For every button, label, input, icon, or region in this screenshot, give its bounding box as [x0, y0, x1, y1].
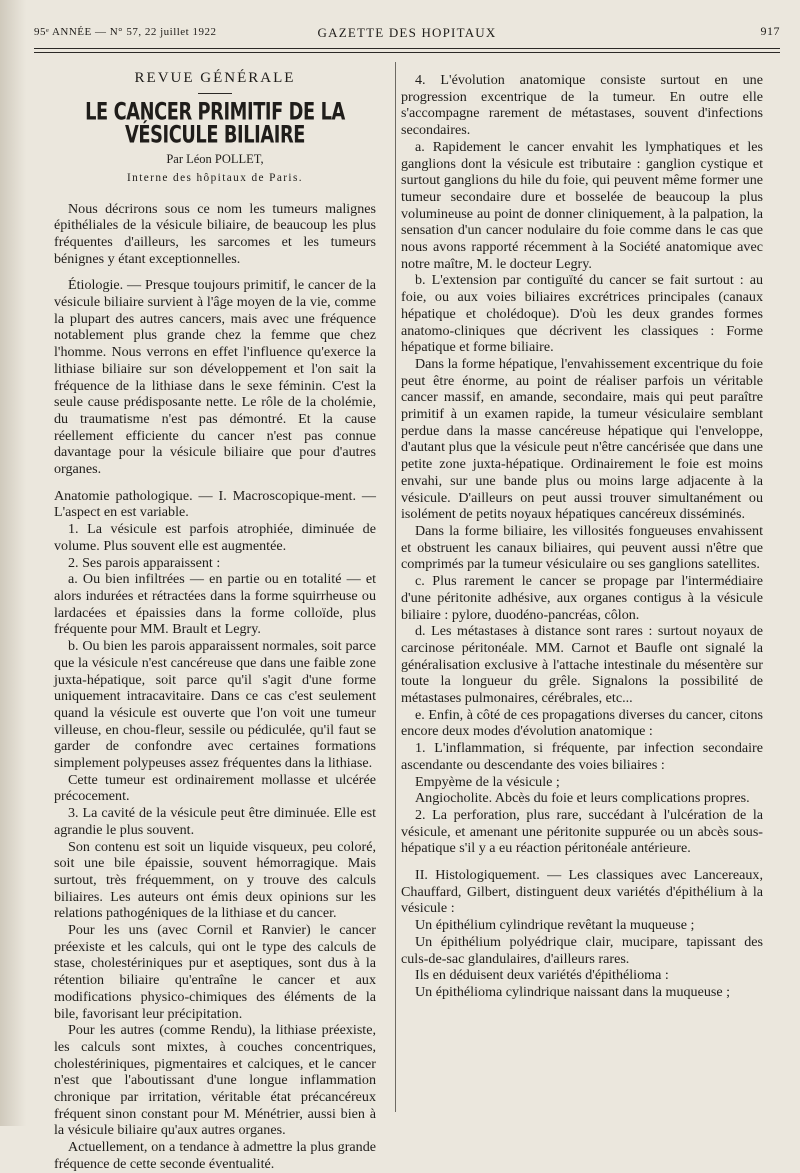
paragraph: a. Ou bien infiltrées — en partie ou en totalité — et alors indurées et rétractées dans la forme squirrheuse ou lardacées et épaissies dans la forme colloïde, plus fréquente pour MM. Brault et Legry.	[54, 571, 376, 638]
paragraph: c. Plus rarement le cancer se propage par l'intermédiaire d'une péritonite adhésive, aux organes contigus à la vésicule biliaire : pylore, duodéno-pancréas, côlon.	[401, 573, 763, 623]
paragraph: Dans la forme hépatique, l'envahissement excentrique du foie peut être énorme, au point de réaliser parfois un véritable cancer massif, en amande, secondaire, mais qui peut paraître primitif à un examen rapide, la tumeur vésiculaire semblant perdue dans la masse cancéreuse hépatique qui l'enveloppe, d'autant plus que la vésicule peut n'être cancérisée que dans une petite zone juxta-hépatique. Ordinairement le foie est moins envahi, sur une bande plus ou moins large adjacente à la vésicule. D'ailleurs on peut aussi trouver simultanément ou isolément de petits noyaux hépatiques cancéreux disséminés.	[401, 355, 763, 523]
left-column	[54, 66, 376, 1173]
paragraph: Cette tumeur est ordinairement mollasse et ulcérée précocement.	[54, 771, 376, 805]
author-name: Par Léon POLLET,	[166, 152, 264, 167]
paragraph: 3. La cavité de la vésicule peut être diminuée. Elle est agrandie le plus souvent.	[54, 805, 376, 838]
paragraph: b. Ou bien les parois apparaissent normales, soit parce que la vésicule n'est cancéreuse que dans une faible zone juxta-hépatique, soit parce qu'il s'agit d'une forme uniquement intracavitaire. Dans ce cas c'est seulement quand la vésicule est ouverte que l'on voit une tumeur villeuse, en chou-fleur, sessile ou pédiculée, qu'il faut se garder de confondre avec certaines formations simplement polypeuses assez fréquentes dans la lithiase.	[54, 638, 376, 772]
paragraph-etiologie: Étiologie. — Presque toujours primitif, le cancer de la vésicule biliaire survient à l'âge moyen de la vie, comme la plupart des autres cancers, mais avec une fréquence notablement plus grande chez la femme que chez l'homme. Nous verrons en effet l'influence qu'exerce la lithiase biliaire sur son développement et l'on sait la fréquence de la lithiase dans le sexe féminin. C'est la seule cause prédisposante nette. Le rôle de la cholémie, du traumatisme n'est pas démontré. Et la cause réellement efficiente du cancer n'est pas connue davantage pour la vésicule biliaire que pour d'autres organes.	[54, 277, 376, 478]
paragraph: e. Enfin, à côté de ces propagations diverses du cancer, citons encore deux modes d'évolution anatomique :	[401, 706, 763, 740]
paragraph-histologie: II. Histologiquement. — Les classiques avec Lancereaux, Chauffard, Gilbert, distinguent deux variétés d'épithélium à la vésicule :	[401, 867, 763, 917]
header-rule-thin	[34, 52, 780, 53]
paragraph: Son contenu est soit un liquide visqueux, peu coloré, soit une bile épaissie, souvent hémorragique. Mais surtout, très fréquemment, on y trouve des calculs biliaires. Les auteurs ont émis deux opinions sur les relations pathogéniques de la lithiase et du cancer.	[54, 838, 376, 922]
issue-info: 95ᵉ ANNÉE — N° 57, 22 juillet 1922	[34, 26, 217, 38]
rubric-rule	[198, 93, 232, 94]
page-binding-shadow	[0, 0, 26, 1126]
paragraph: Ils en déduisent deux variétés d'épithélioma :	[415, 967, 669, 984]
article-title: LE CANCER PRIMITIF DE LA VÉSICULE BILIAIRE	[85, 97, 345, 149]
paragraph: 2. La perforation, plus rare, succédant à l'ulcération de la vésicule, et amenant une péritonite suppurée ou un abcès sous-hépatique s'il y a eu réaction péritonéale antérieure.	[401, 806, 763, 857]
page-number: 917	[760, 24, 780, 38]
paragraph: b. L'extension par contiguïté du cancer se fait surtout : au foie, ou aux voies biliaires excrétrices principales (canaux hépatique et cholédoque). D'où les deux grandes formes anatomo-cliniques que décrivent les classiques : Forme hépatique et forme biliaire.	[401, 272, 763, 356]
paragraph: 1. L'inflammation, si fréquente, par infection secondaire ascendante ou descendante des voies biliaires :	[401, 740, 763, 773]
page-header	[34, 22, 780, 44]
section-heading-anatomie: Anatomie pathologique. — I. Macroscopique-ment. — L'aspect en est variable.	[54, 487, 376, 521]
paragraph: Un épithélium polyédrique clair, mucipare, tapissant des culs-de-sac glandulaires, d'ailleurs rares.	[401, 933, 763, 967]
paragraph: Un épithélium cylindrique revêtant la muqueuse ;	[415, 917, 695, 934]
paragraph: Un épithélioma cylindrique naissant dans la muqueuse ;	[415, 983, 731, 1000]
column-divider	[395, 62, 396, 1112]
paragraph: Empyème de la vésicule ;	[415, 773, 560, 790]
right-column	[401, 72, 763, 1001]
paragraph: 1. La vésicule est parfois atrophiée, diminuée de volume. Plus souvent elle est augmentée.	[54, 521, 376, 554]
paragraph: Dans la forme biliaire, les villosités fongueuses envahissent et obstruent les canaux biliaires, qui peuvent aussi n'être que comprimés par la tumeur vésiculaire ou ses ganglions satellites.	[401, 522, 763, 573]
paragraph: Pour les uns (avec Cornil et Ranvier) le cancer préexiste et les calculs, qui ont le type des calculs de stase, cholestériniques pur et aseptiques, sont dus à la rétention biliaire qu'entraîne le cancer et aux modifications physico-chimiques des éléments de la bile, favorisant leur précipitation.	[54, 922, 376, 1022]
journal-name: GAZETTE DES HOPITAUX	[317, 25, 497, 40]
author-position: Interne des hôpitaux de Paris.	[127, 171, 303, 184]
paragraph: Actuellement, on a tendance à admettre la plus grande fréquence de cette seconde éventualité.	[54, 1139, 376, 1172]
article-rubric: REVUE GÉNÉRALE	[134, 70, 296, 86]
paragraph: 4. L'évolution anatomique consiste surtout en une progression excentrique de la tumeur. En outre elle s'accompagne rarement de métastases, souvent d'infections secondaires.	[401, 72, 763, 139]
paragraph: d. Les métastases à distance sont rares : surtout noyaux de carcinose péritonéale. MM. Carnot et Baufle ont signalé la généralisation exclusive à l'attache intestinale du mésentère sur toute la longueur du grêle. Signalons la possibilité de métastases pulmonaires, cérébrales, etc...	[401, 623, 763, 707]
paragraph: 2. Ses parois apparaissent :	[68, 554, 221, 571]
paragraph: Pour les autres (comme Rendu), la lithiase préexiste, les calculs sont mixtes, à couches concentriques, cholestériniques, pigmentaires et calciques, et le cancer n'est que l'aboutissant d'une longue inflammation chronique par irritation, véritable état précancéreux fréquent sinon constant pour M. Ménétrier, aussi bien à la vésicule biliaire qu'aux autres organes.	[54, 1022, 376, 1139]
paragraph: Angiocholite. Abcès du foie et leurs complications propres.	[415, 790, 750, 807]
paragraph: Nous décrirons sous ce nom les tumeurs malignes épithéliales de la vésicule biliaire, de beaucoup les plus fréquentes d'ailleurs, les sarcomes et les tumeurs bénignes y étant exceptionnelles.	[54, 200, 376, 267]
paragraph: a. Rapidement le cancer envahit les lymphatiques et les ganglions dont la vésicule est tributaire : ganglion cystique et surtout ganglions du hile du foie, qui peuvent même former une tumeur secondaire dure et bosselée de beaucoup la plus volumineuse au point de donner cliniquement, à la palpation, la sensation d'un cancer nodulaire du foie comme dans le cas que nous avons rapporté récemment à la Société anatomique avec notre maître, M. le docteur Legry.	[401, 138, 763, 272]
header-rule	[34, 48, 780, 49]
